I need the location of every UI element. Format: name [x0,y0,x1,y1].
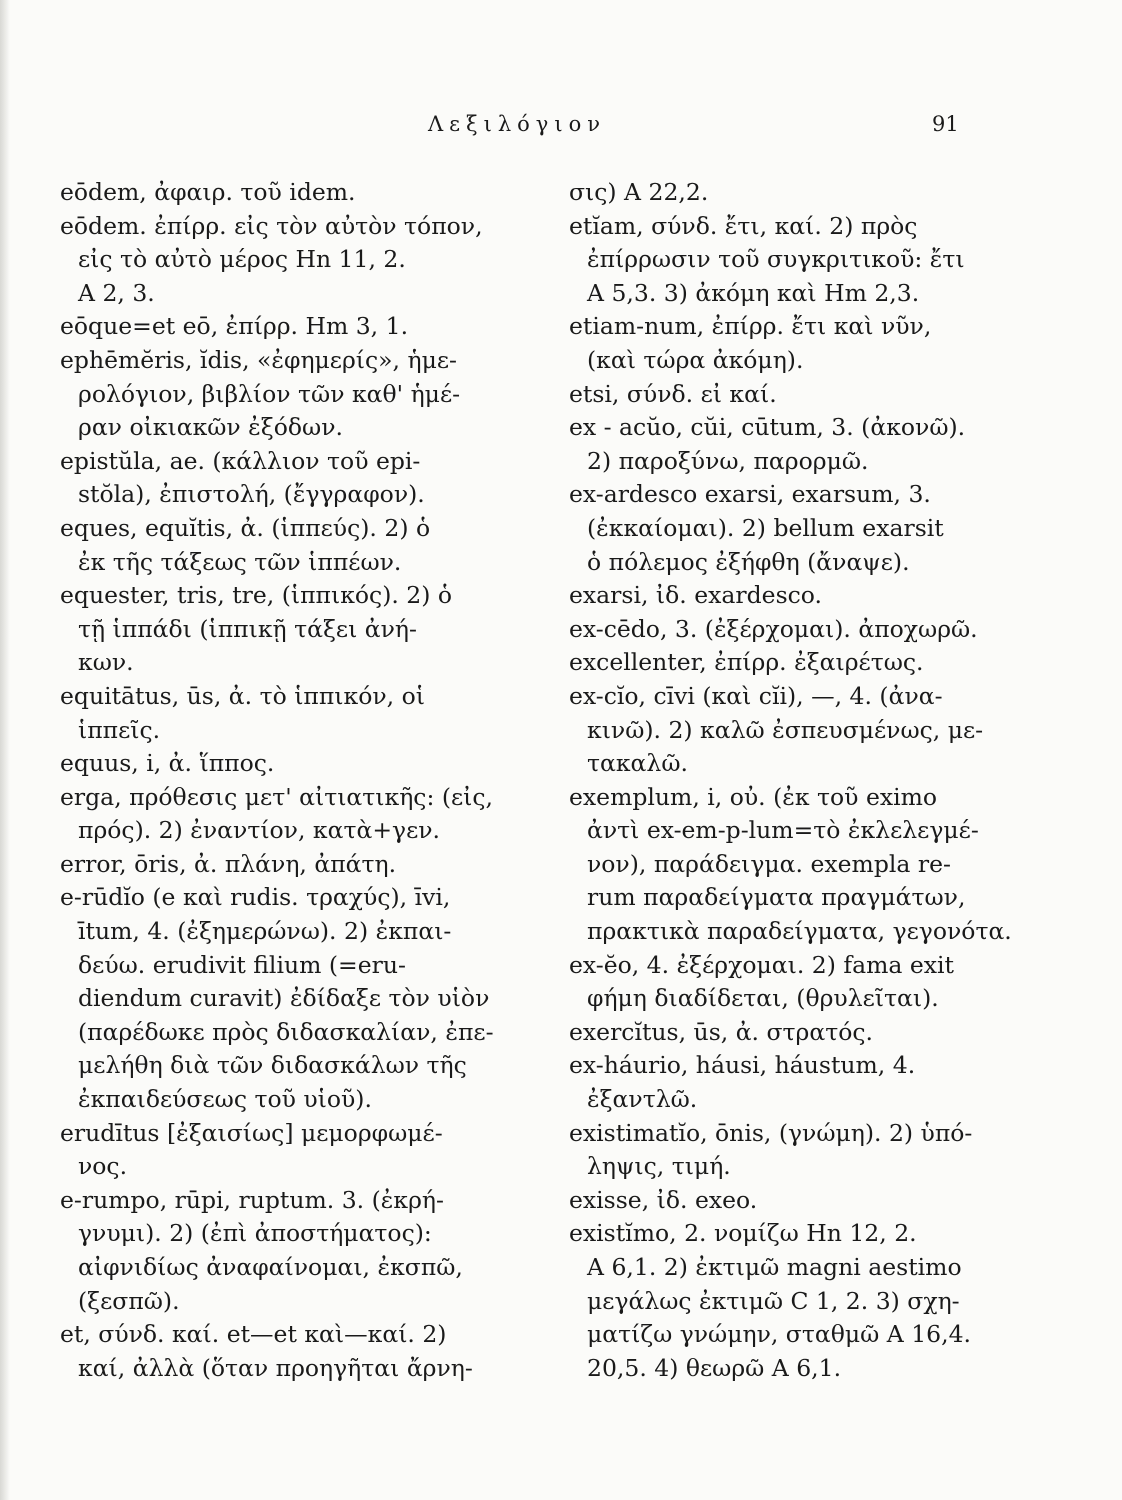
entry-line: e-rumpo, rūpi, ruptum. 3. (ἐκρή- [60,1185,444,1214]
entry-line: τακαλῶ. [587,749,688,778]
entry-line: et, σύνδ. καί. et—et καὶ—καί. 2) [60,1320,447,1349]
entry-line: τῇ ἱππάδι (ἱππικῇ τάξει ἀνή- [78,614,417,643]
entry-line: ex-ardesco exarsi, exarsum, 3. [569,480,931,509]
entry-line: φήμη διαδίδεται, (θρυλεῖται). [587,984,939,1013]
entry-line: δεύω. erudivit filium (=eru- [78,950,406,979]
entry-line: ὁ πόλεμος ἐξήφθη (ἄναψε). [587,547,910,576]
entry-line: ītum, 4. (ἐξημερώνω). 2) ἐκπαι- [78,917,452,946]
entry-line: A 2, 3. [78,278,155,307]
entry-line: μεγάλως ἐκτιμῶ C 1, 2. 3) σχη- [587,1286,960,1315]
entry-line: εἰς τὸ αὐτὸ μέρος Hn 11, 2. [78,245,406,274]
entry-line: ex - acŭo, cŭi, cūtum, 3. (ἀκονῶ). [569,413,966,442]
entry-line: rum παραδείγματα πραγμάτων, [587,883,966,912]
entry-line: ex-háurio, háusi, háustum, 4. [569,1051,916,1080]
entry-line: eques, equĭtis, ἀ. (ἱππεύς). 2) ὁ [60,513,431,542]
entry-line: γνυμι). 2) (ἐπὶ ἀποστήματος): [78,1219,432,1248]
running-title: Λεξιλόγιον [428,112,606,136]
entry-line: A 6,1. 2) ἐκτιμῶ magni aestimo [587,1253,962,1281]
entry-line: erga, πρόθεσις μετ' αἰτιατικῆς: (εἰς, [60,782,494,811]
entry-line: (παρέδωκε πρὸς διδασκαλίαν, ἐπε- [78,1017,494,1046]
entry-line: (καὶ τώρα ἀκόμη). [587,345,804,374]
entry-line: ex-cĭo, cīvi (καὶ cĭi), —, 4. (ἀνα- [569,681,943,710]
entry-line: (ἐκκαίομαι). 2) bellum exarsit [587,513,944,542]
entry-line: ἐκ τῆς τάξεως τῶν ἱππέων. [78,547,402,576]
entry-line: diendum curavit) ἐδίδαξε τὸν υἱὸν [78,984,490,1013]
entry-line: ρολόγιον, βιβλίον τῶν καθ' ἡμέ- [78,379,461,408]
entry-line: equus, i, ἀ. ἵππος. [60,749,275,778]
entry-line: πρός). 2) ἐναντίον, κατὰ+γεν. [78,816,441,845]
entry-line: ἱππεῖς. [78,715,161,744]
entry-line: eōdem, ἀφαιρ. τοῦ idem. [60,178,356,206]
entry-line: erudītus [ἐξαισίως] μεμορφωμέ- [60,1118,443,1147]
entry-line: A 5,3. 3) ἀκόμη καὶ Hm 2,3. [587,278,920,307]
entry-line: etsi, σύνδ. εἰ καί. [569,379,777,408]
entry-line: σις) A 22,2. [569,178,709,206]
entry-line: (ξεσπῶ). [78,1286,180,1315]
entry-line: ex-ĕo, 4. ἐξέρχομαι. 2) fama exit [569,950,954,979]
page-number: 91 [932,112,959,136]
entry-line: ἐπίρρωσιν τοῦ συγκριτικοῦ: ἔτι [587,245,965,274]
entry-line: exercĭtus, ūs, ἀ. στρατός. [569,1017,874,1046]
entry-line: 2) παροξύνω, παρορμῶ. [587,446,869,475]
entry-line: ἐξαντλῶ. [587,1085,698,1114]
right-column [569,176,1089,1385]
entry-line: equitātus, ūs, ἀ. τὸ ἱππικόν, οἱ [60,681,425,710]
entry-line: ephēmĕris, ĭdis, «ἐφημερίς», ἡμε- [60,345,457,374]
left-column [60,176,538,1385]
entry-line: ex-cēdo, 3. (ἐξέρχομαι). ἀποχωρῶ. [569,614,978,643]
entry-line: etĭam, σύνδ. ἔτι, καί. 2) πρὸς [569,211,918,240]
entry-line: κινῶ). 2) καλῶ ἐσπευσμένως, με- [587,715,984,744]
entry-line: exarsi, ἰδ. exardesco. [569,581,823,610]
entry-line: exisse, ἰδ. exeo. [569,1185,758,1214]
entry-line: πρακτικὰ παραδείγματα, γεγονότα. [587,917,1012,946]
entry-line: ματίζω γνώμην, σταθμῶ A 16,4. [587,1320,971,1349]
entry-line: existimatĭo, ōnis, (γνώμη). 2) ὑπό- [569,1118,973,1147]
entry-line: αἰφνιδίως ἀναφαίνομαι, ἐκσπῶ, [78,1253,463,1281]
entry-line: eōque=et eō, ἐπίρρ. Hm 3, 1. [60,312,409,341]
entry-line: etiam-num, ἐπίρρ. ἔτι καὶ νῦν, [569,312,932,341]
entry-line: κων. [78,648,134,677]
entry-line: exemplum, i, οὐ. (ἐκ τοῦ eximo [569,782,938,811]
entry-line: eōdem. ἐπίρρ. εἰς τὸν αὐτὸν τόπον, [60,211,483,240]
entry-line: equester, tris, tre, (ἱππικός). 2) ὁ [60,581,453,610]
entry-line: existĭmo, 2. νομίζω Hn 12, 2. [569,1219,917,1248]
entry-line: ἐκπαιδεύσεως τοῦ υἱοῦ). [78,1085,372,1114]
entry-line: e-rūdĭo (e καὶ rudis. τραχύς), īvi, [60,883,451,912]
entry-line: ληψις, τιμή. [587,1152,731,1181]
page-header [0,112,1122,142]
entry-line: stŏla), ἐπιστολή, (ἔγγραφον). [78,480,425,509]
entry-line: νον), παράδειγμα. exempla re- [587,849,951,878]
entry-line: νος. [78,1152,128,1181]
entry-line: ραν οἰκιακῶν ἐξόδων. [78,413,343,442]
entry-line: error, ōris, ἀ. πλάνη, ἀπάτη. [60,849,397,878]
entry-line: ἀντὶ ex-em-p-lum=τὸ ἐκλελεγμέ- [587,816,979,845]
entry-line: 20,5. 4) θεωρῶ A 6,1. [587,1353,842,1382]
entry-line: epistŭla, ae. (κάλλιον τοῦ epi- [60,446,421,475]
entry-line: μελήθη διὰ τῶν διδασκάλων τῆς [78,1051,467,1080]
entry-line: excellenter, ἐπίρρ. ἐξαιρέτως. [569,648,924,677]
page-edge [0,0,10,1500]
entry-line: καί, ἀλλὰ (ὅταν προηγῆται ἄρνη- [78,1353,473,1382]
